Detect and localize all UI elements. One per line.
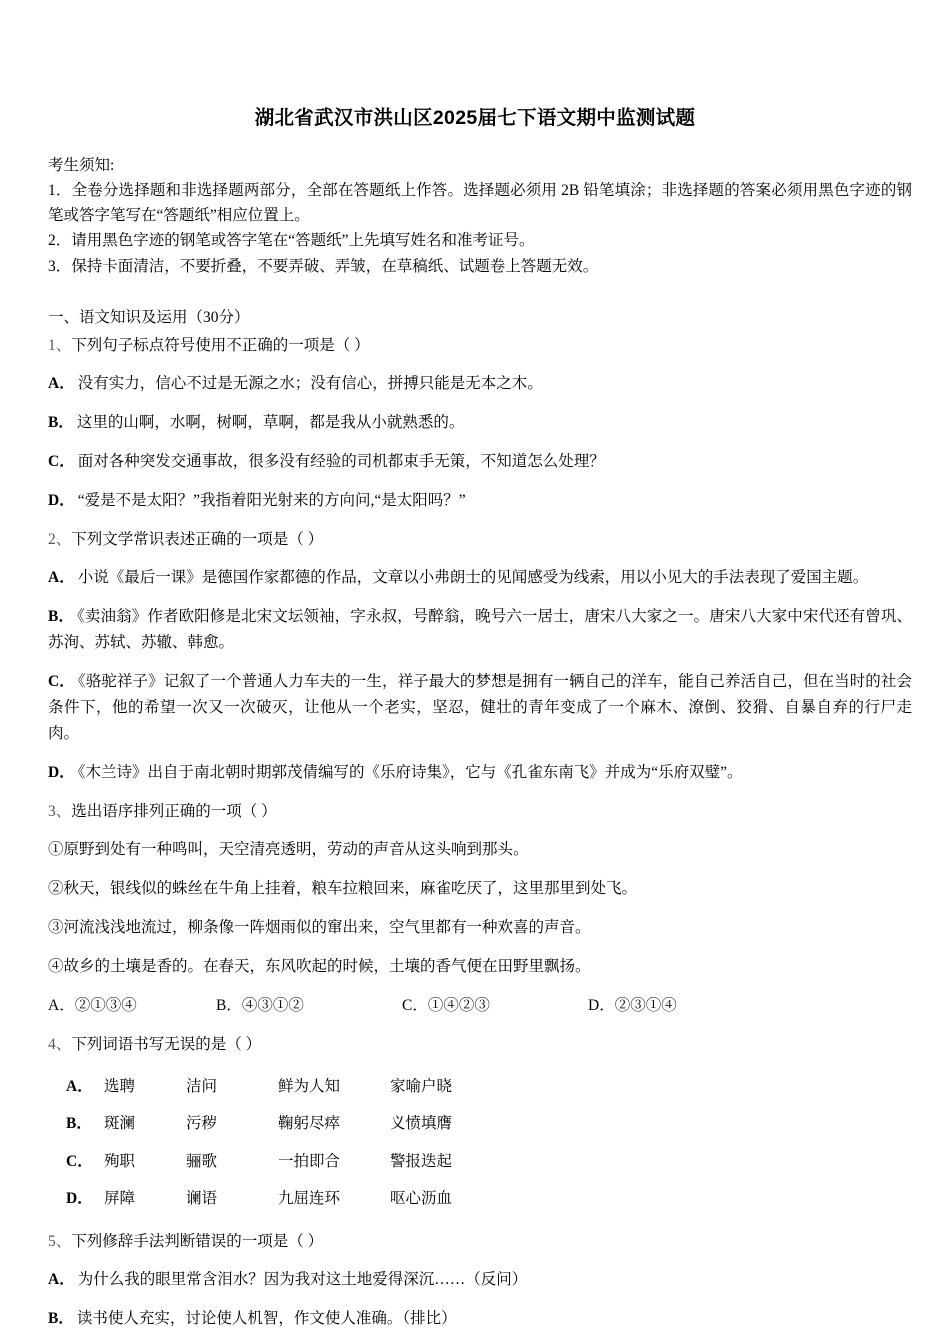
- option-letter: A．: [48, 568, 75, 586]
- notice-line-1: 1．全卷分选择题和非选择题两部分，全部在答题纸上作答。选择题必须用 2B 铅笔填涂；非选择题的答案必须用黑色字迹的钢笔或答字笔写在“答题纸”相应位置上。: [48, 182, 912, 225]
- word-cell: 义愤填膺: [390, 1115, 453, 1133]
- question-3-answer-row: [48, 993, 912, 1019]
- question-4-stem-text: 下列词语书写无误的是（ ）: [71, 1036, 262, 1054]
- question-5-option-a[interactable]: [48, 1267, 912, 1293]
- question-1-stem-text: 下列句子标点符号使用不正确的一项是（ ）: [71, 336, 370, 354]
- word-cell: 选聘: [104, 1078, 136, 1096]
- question-2-option-b[interactable]: [48, 604, 912, 656]
- option-text: 读书使人充实，讨论使人机智，作文使人准确。（排比）: [76, 1309, 457, 1327]
- word-cell: 骊歌: [186, 1152, 218, 1170]
- question-2-number: 2、: [48, 530, 72, 548]
- question-3-answer-a[interactable]: A．②①③④: [48, 997, 137, 1015]
- option-text: 为什么我的眼里常含泪水？因为我对这土地爱得深沉……（反问）: [77, 1270, 528, 1288]
- option-text: 没有实力，信心不过是无源之水；没有信心，拼搏只能是无本之木。: [77, 374, 543, 392]
- word-cell: 九屈连环: [278, 1189, 341, 1207]
- spacer: [48, 1057, 912, 1063]
- question-3-answer-b[interactable]: B．④③①②: [216, 997, 304, 1015]
- question-5-stem: [48, 1229, 912, 1254]
- option-text: 《骆驼祥子》记叙了一个普通人力车夫的一生，祥子最大的梦想是拥有一辆自己的洋车，能自己养活自己，但在当时的社会条件下，他的希望一次又一次破灭，让他从一个老实，坚忍，健壮的青年变成了一个麻木、潦倒、狡猾、自暴自弃的行尸走肉。: [48, 672, 912, 742]
- option-letter: C．: [48, 452, 75, 470]
- option-letter: B．: [48, 413, 74, 431]
- option-letter: A．: [48, 1270, 75, 1288]
- question-3-number: 3、: [48, 803, 72, 821]
- word-cell: 洁问: [186, 1078, 218, 1096]
- question-1-option-b[interactable]: [48, 410, 912, 436]
- question-2-option-a[interactable]: [48, 565, 912, 591]
- option-text: 小说《最后一课》是德国作家都德的作品，文章以小弗朗士的见闻感受为线索，用以小见大的手法表现了爱国主题。: [77, 568, 869, 586]
- word-cell: 斑澜: [104, 1115, 136, 1133]
- question-3-stem: [48, 799, 912, 824]
- word-cell: 屏障: [104, 1189, 136, 1207]
- option-text: 面对各种突发交通事故，很多没有经验的司机都束手无策，不知道怎么处理？: [77, 452, 605, 470]
- question-2-option-d[interactable]: [48, 760, 912, 786]
- question-5-number: 5、: [48, 1232, 72, 1250]
- option-letter: C．: [48, 672, 75, 690]
- word-cell: 污秽: [186, 1115, 218, 1133]
- question-2-option-c[interactable]: [48, 669, 912, 747]
- question-3-item-2: ②秋天，银线似的蛛丝在牛角上挂着，粮车拉粮回来，麻雀吃厌了，这里那里到处飞。: [48, 880, 638, 898]
- option-text: “爱是不是太阳？”我指着阳光射来的方向问,“是太阳吗？”: [77, 491, 466, 509]
- question-4-option-a[interactable]: [48, 1074, 912, 1100]
- question-3-item-4: ④故乡的土壤是香的。在春天，东风吹起的时候，土壤的香气便在田野里飘扬。: [48, 958, 591, 976]
- question-3-item-3: ③河流浅浅地流过，柳条像一阵烟雨似的窜出来，空气里都有一种欢喜的声音。: [48, 919, 591, 937]
- question-1-option-c[interactable]: [48, 449, 912, 475]
- option-letter: D．: [66, 1189, 93, 1207]
- word-cell: 鞠躬尽瘁: [278, 1115, 341, 1133]
- option-text: 《木兰诗》出自于南北朝时期郭茂倩编写的《乐府诗集》，它与《孔雀东南飞》并成为“乐府双璧”。: [77, 764, 743, 782]
- option-letter: D．: [48, 491, 75, 509]
- question-3-answer-c[interactable]: C．①④②③: [402, 997, 490, 1015]
- question-3-item-1: ①原野到处有一种鸣叫，天空清亮透明，劳动的声音从这头响到那头。: [48, 841, 529, 859]
- option-letter: A．: [66, 1078, 93, 1096]
- question-2-stem-text: 下列文学常识表述正确的一项是（ ）: [71, 530, 324, 548]
- page-title: 湖北省武汉市洪山区2025届七下语文期中监测试题: [254, 107, 696, 129]
- word-cell: 家喻户晓: [390, 1078, 453, 1096]
- option-letter: D．: [48, 764, 75, 782]
- question-2-stem: [48, 527, 912, 552]
- question-4-number: 4、: [48, 1036, 72, 1054]
- question-5-option-b[interactable]: [48, 1306, 912, 1332]
- question-1-option-d[interactable]: [48, 488, 912, 514]
- notice-line-2: 2．请用黑色字迹的钢笔或答字笔在“答题纸”上先填写姓名和准考证号。: [48, 232, 535, 250]
- question-5-stem-text: 下列修辞手法判断错误的一项是（ ）: [71, 1232, 324, 1250]
- question-1-number: 1、: [48, 336, 72, 354]
- option-letter: C．: [66, 1152, 93, 1170]
- question-3-answer-d[interactable]: D．②③①④: [588, 997, 677, 1015]
- option-letter: B．: [48, 1309, 74, 1327]
- word-cell: 谰语: [186, 1189, 218, 1207]
- question-3-stem-text: 选出语序排列正确的一项（ ）: [71, 803, 277, 821]
- section-heading: 一、语文知识及运用（30分）: [48, 308, 250, 326]
- option-letter: B．: [66, 1115, 92, 1133]
- word-cell: 警报迭起: [390, 1152, 453, 1170]
- question-1-stem: [48, 333, 912, 358]
- question-1-option-a[interactable]: [48, 371, 912, 397]
- option-text: 这里的山啊，水啊，树啊，草啊，都是我从小就熟悉的。: [76, 413, 465, 431]
- notice-heading: 考生须知:: [48, 157, 115, 175]
- question-4-option-c[interactable]: [48, 1149, 912, 1175]
- word-cell: 一拍即合: [278, 1152, 341, 1170]
- notice-line-3: 3．保持卡面清洁，不要折叠，不要弄破、弄皱，在草稿纸、试题卷上答题无效。: [48, 257, 599, 275]
- word-cell: 鲜为人知: [278, 1078, 341, 1096]
- option-letter: A．: [48, 374, 75, 392]
- option-text: 《卖油翁》作者欧阳修是北宋文坛领袖，字永叔，号醉翁，晚号六一居士，唐宋八大家之一。唐宋八大家中宋代还有曾巩、苏洵、苏轼、苏辙、韩愈。: [48, 607, 912, 651]
- word-cell: 殉职: [104, 1152, 136, 1170]
- question-4-option-d[interactable]: [48, 1186, 912, 1212]
- question-4-option-b[interactable]: [48, 1111, 912, 1137]
- document-body: [0, 154, 950, 1331]
- word-cell: 呕心沥血: [390, 1189, 453, 1207]
- question-4-stem: [48, 1032, 912, 1057]
- option-letter: B．: [48, 607, 75, 625]
